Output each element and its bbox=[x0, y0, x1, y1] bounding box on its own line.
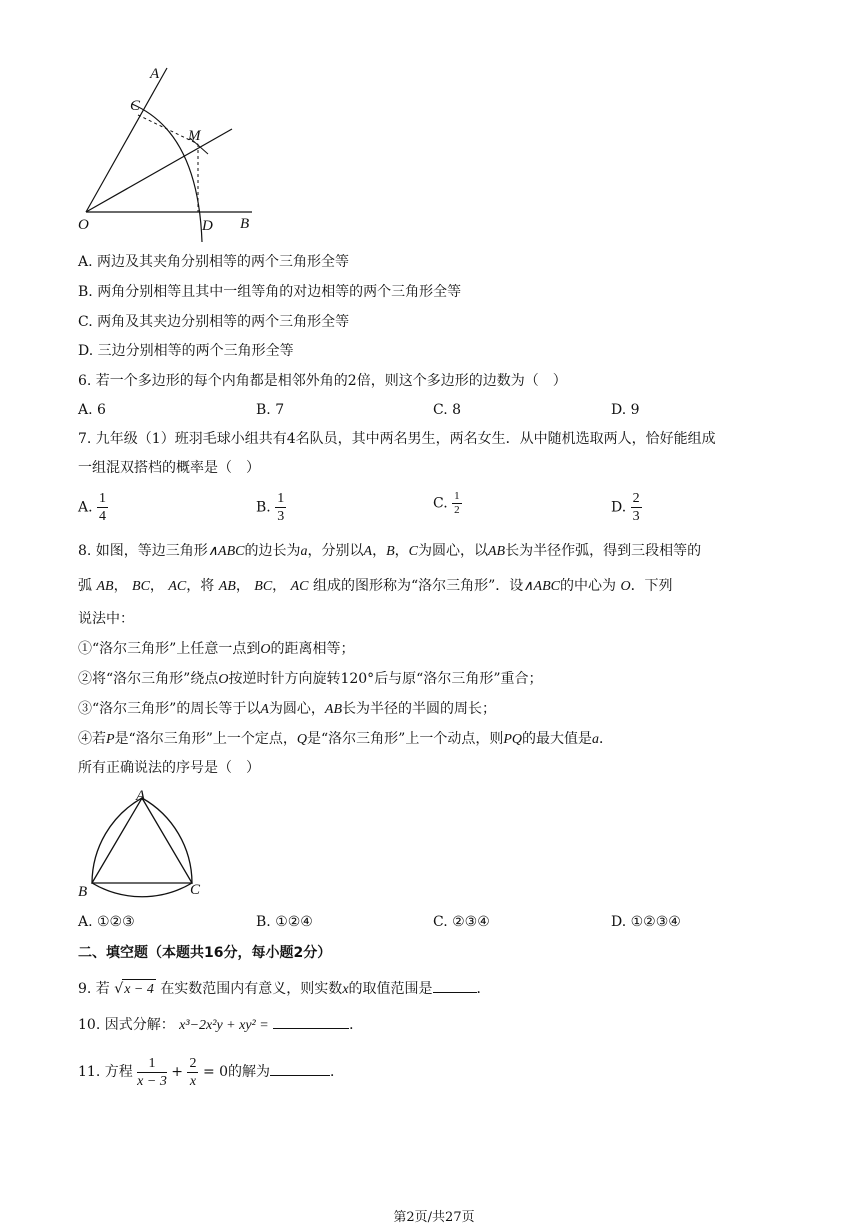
equilateral-triangle bbox=[92, 798, 192, 883]
label-a: A bbox=[150, 66, 160, 82]
q7-option-d-label: D. bbox=[611, 499, 627, 516]
q10: 10. 因式分解： x³−2x²y + xy² = ． bbox=[78, 1017, 364, 1033]
q7-fraction-b: $\frac{1}{3}$ bbox=[277, 491, 285, 524]
fraction-1: $\frac{1}{x - 3}$ bbox=[137, 1055, 167, 1089]
ray-oa bbox=[86, 68, 167, 212]
q7-option-b-label: B. bbox=[256, 499, 271, 516]
ray-om bbox=[86, 129, 232, 212]
arc-cd bbox=[132, 104, 202, 242]
label-c: C bbox=[190, 882, 201, 898]
label-b: B bbox=[78, 884, 88, 900]
q6-stem: 6. 若一个多边形的每个内角都是相邻外角的2倍，则这个多边形的边数为（ ） bbox=[78, 373, 567, 389]
q11: 11. 方程 $\frac{1}{x - 3}$ + $\frac{2}{x}$ = 0的解为 ． bbox=[78, 1055, 345, 1089]
q7-option-c-label: C. bbox=[433, 495, 448, 512]
q9: 9. 若 √x − 4 在实数范围内有意义，则实数x的取值范围是 ． bbox=[78, 979, 491, 1000]
q7-stem-line2: 一组混双搭档的概率是（ ） bbox=[78, 460, 260, 476]
label-b: B bbox=[240, 216, 250, 232]
q7-fraction-c: $\frac{1}{2}$ bbox=[454, 490, 460, 516]
section-heading: 二、填空题（本题共16分，每小题2分） bbox=[78, 945, 332, 961]
arc-ac: AC bbox=[168, 579, 187, 594]
q5-option-d: D. 三边分别相等的两个三角形全等 bbox=[78, 343, 294, 359]
q7-option-c bbox=[433, 490, 462, 517]
q5-option-c: C. 两角及其夹边分别相等的两个三角形全等 bbox=[78, 314, 350, 330]
radicand: x − 4 bbox=[122, 979, 156, 1000]
q7-option-a-label: A. bbox=[78, 499, 93, 516]
sqrt-sign: √ bbox=[114, 981, 124, 997]
q7-option-b bbox=[256, 490, 286, 525]
q5-option-a: A. 两边及其夹角分别相等的两个三角形全等 bbox=[78, 254, 350, 270]
q7-option-a bbox=[78, 490, 108, 525]
arc-ab: AB bbox=[96, 579, 114, 594]
fraction-2: $\frac{2}{x}$ bbox=[189, 1055, 197, 1089]
q8-statement-2: ②将“洛尔三角形”绕点O按逆时针方向旋转120°后与原“洛尔三角形”重合； bbox=[78, 671, 543, 687]
q7-fraction-a: $\frac{1}{4}$ bbox=[99, 491, 107, 524]
q8-stem-line1: 8. 如图，等边三角形∧ABC的边长为a，分别以A，B，C为圆心，以AB长为半径作弧，得到三段相等的 bbox=[78, 543, 702, 559]
q5-option-b: B. 两角分别相等且其中一组等角的对边相等的两个三角形全等 bbox=[78, 284, 462, 300]
label-m: M bbox=[188, 128, 201, 144]
reuleaux-outline bbox=[92, 798, 192, 897]
q8-statement-1: ①“洛尔三角形”上任意一点到O的距离相等； bbox=[78, 641, 355, 657]
q8-option-d: D. ①②③④ bbox=[611, 914, 681, 930]
reuleaux-triangle-figure bbox=[74, 786, 214, 902]
q8-option-a: A. ①②③ bbox=[78, 914, 135, 930]
page-footer: 第2页/共27页 bbox=[393, 1210, 475, 1225]
q6-option-d: D. 9 bbox=[611, 402, 640, 418]
q6-option-b: B. 7 bbox=[256, 402, 285, 418]
q8-option-b: B. ①②④ bbox=[256, 914, 313, 930]
q6-option-c: C. 8 bbox=[433, 402, 462, 418]
q7-option-d bbox=[611, 490, 642, 525]
factor-expression: x³−2x²y + xy² = bbox=[179, 1018, 269, 1033]
q7-stem-line1: 7. 九年级（1）班羽毛球小组共有4名队员，其中两名男生，两名女生．从中随机选取两人，恰好能组成 bbox=[78, 431, 716, 447]
answer-blank[interactable] bbox=[270, 1075, 330, 1076]
q8-statement-4: ④若P是“洛尔三角形”上一个定点，Q是“洛尔三角形”上一个动点，则PQ的最大值是a． bbox=[78, 731, 614, 747]
label-d: D bbox=[202, 218, 213, 234]
answer-blank[interactable] bbox=[433, 992, 477, 993]
q8-statement-3: ③“洛尔三角形”的周长等于以A为圆心，AB长为半径的半圆的周长； bbox=[78, 701, 496, 717]
q8-question: 所有正确说法的序号是（ ） bbox=[78, 760, 260, 776]
q6-option-a: A. 6 bbox=[78, 402, 106, 418]
arc-bc: BC bbox=[132, 579, 150, 594]
q7-fraction-d: $\frac{2}{3}$ bbox=[632, 491, 640, 524]
label-a: A bbox=[136, 788, 146, 804]
q8-option-c: C. ②③④ bbox=[433, 914, 490, 930]
answer-blank[interactable] bbox=[273, 1028, 349, 1029]
angle-bisector-figure bbox=[70, 62, 270, 244]
q8-stem-line2: 弧 AB， BC， AC，将 AB， BC， AC 组成的图形称为“洛尔三角形”．设∧ABC的中心为 O．下列 bbox=[78, 578, 673, 594]
label-o: O bbox=[78, 217, 89, 233]
label-c: C bbox=[130, 98, 141, 114]
q8-stem-line3: 说法中： bbox=[78, 611, 134, 627]
